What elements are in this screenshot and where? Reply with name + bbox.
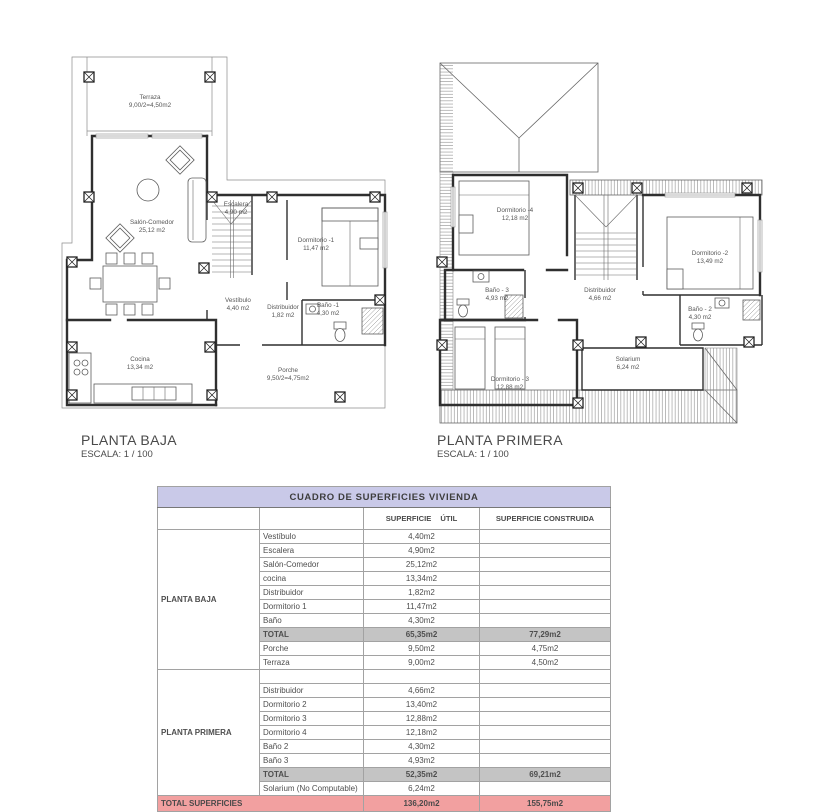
table-title: CUADRO DE SUPERFICIES VIVIENDA: [158, 487, 611, 508]
staircase: [575, 195, 637, 280]
svg-text:Escalera: Escalera: [223, 201, 249, 208]
room-label-bano2: [688, 306, 712, 321]
table-row: Salón-Comedor 25,12m2: [158, 558, 611, 572]
svg-text:4,93 m2: 4,93 m2: [485, 295, 509, 302]
table-row: PLANTA BAJA Vestíbulo 4,40m2: [158, 530, 611, 544]
plan-scale: ESCALA: 1 / 100: [437, 449, 509, 460]
svg-text:4,30 m2: 4,30 m2: [688, 314, 712, 321]
room-label-salon: [130, 219, 174, 234]
svg-text:Solarium: Solarium: [615, 356, 641, 363]
col-header-construida: SUPERFICIE CONSTRUIDA: [480, 508, 611, 530]
group-label-primera: PLANTA PRIMERA: [158, 670, 260, 796]
planta-primera-title-block: [437, 432, 563, 460]
grand-total-row: TOTAL SUPERFICIES 136,20m2 155,75m2: [158, 796, 611, 812]
table-total-row: TOTAL 65,35m2 77,29m2: [158, 628, 611, 642]
surface-table: [157, 486, 611, 812]
planta-primera-drawing: [415, 55, 785, 430]
svg-text:9,50/2=4,75m2: 9,50/2=4,75m2: [266, 375, 310, 382]
table-row: Terraza 9,00m2 4,50m2: [158, 656, 611, 670]
planta-baja-title-block: [81, 432, 177, 460]
table-row: Porche 9,50m2 4,75m2: [158, 642, 611, 656]
room-label-solarium: [616, 356, 641, 371]
table-total-row: TOTAL 52,35m2 69,21m2: [158, 768, 611, 782]
table-row: Dormitorio 1 11,47m2: [158, 600, 611, 614]
svg-text:Baño -1: Baño -1: [316, 302, 340, 309]
bedroom1-furniture: [322, 208, 378, 286]
svg-text:4,30 m2: 4,30 m2: [316, 310, 340, 317]
svg-text:Dormitorio - 3: Dormitorio - 3: [490, 376, 530, 383]
table-row: Dormitorio 2 13,40m2: [158, 698, 611, 712]
svg-text:13,49 m2: 13,49 m2: [696, 258, 724, 265]
group-label-baja: PLANTA BAJA: [158, 530, 260, 670]
plan-scale: ESCALA: 1 / 100: [81, 449, 153, 460]
grand-total-label: TOTAL SUPERFICIES: [158, 796, 364, 812]
svg-text:Porche: Porche: [278, 367, 298, 374]
table-row: Baño 3 4,93m2: [158, 754, 611, 768]
table-row: Dormitorio 4 12,18m2: [158, 726, 611, 740]
room-label-vestibulo: [225, 297, 251, 312]
svg-text:1,82 m2: 1,82 m2: [271, 312, 295, 319]
svg-text:13,34 m2: 13,34 m2: [126, 364, 154, 371]
table-row: [158, 670, 611, 684]
table-row: Distribuidor 1,82m2: [158, 586, 611, 600]
svg-text:Dormitorio -1: Dormitorio -1: [297, 237, 335, 244]
plan-title: PLANTA BAJA: [81, 432, 177, 448]
svg-text:12,88 m2: 12,88 m2: [496, 384, 524, 391]
room-label-escalera: [224, 201, 249, 216]
svg-text:4,66 m2: 4,66 m2: [588, 295, 612, 302]
svg-text:6,24 m2: 6,24 m2: [616, 364, 640, 371]
table-row: Escalera 4,90m2: [158, 544, 611, 558]
svg-text:12,18 m2: 12,18 m2: [501, 215, 529, 222]
svg-text:Baño - 2: Baño - 2: [688, 306, 712, 313]
table-row: Dormitorio 3 12,88m2: [158, 712, 611, 726]
svg-text:Cocina: Cocina: [130, 356, 150, 363]
table-row: Solarium (No Computable) 6,24m2: [158, 782, 611, 796]
table-row: Baño 4,30m2: [158, 614, 611, 628]
table-row: cocina 13,34m2: [158, 572, 611, 586]
svg-text:11,47 m2: 11,47 m2: [303, 245, 329, 252]
svg-text:Vestíbulo: Vestíbulo: [225, 297, 251, 304]
roof-top: [440, 63, 598, 172]
table-header-row: [158, 508, 611, 530]
svg-text:Terraza: Terraza: [139, 94, 161, 101]
table-title-row: [158, 487, 611, 508]
room-label-cocina: [127, 356, 154, 371]
room-label-bano1: [317, 302, 340, 317]
col-header-util: SUPERFICIE ÚTIL: [364, 508, 480, 530]
room-label-porche: [267, 367, 310, 382]
svg-text:4,40 m2: 4,40 m2: [226, 305, 250, 312]
room-label-bano3: [485, 287, 509, 302]
svg-text:Dormitorio -4: Dormitorio -4: [496, 207, 534, 214]
room-label-distribuidor: [267, 304, 299, 319]
svg-text:Baño - 3: Baño - 3: [485, 287, 509, 294]
planta-baja-drawing: [40, 10, 410, 430]
svg-text:9,00/2=4,50m2: 9,00/2=4,50m2: [128, 102, 172, 109]
table-row: Distribuidor 4,66m2: [158, 684, 611, 698]
svg-text:25,12 m2: 25,12 m2: [138, 227, 166, 234]
svg-text:Dormitorio -2: Dormitorio -2: [691, 250, 729, 257]
room-label-terraza: [129, 94, 172, 109]
table-row: Baño 2 4,30m2: [158, 740, 611, 754]
svg-text:Distribuidor: Distribuidor: [267, 304, 299, 311]
svg-text:4,90 m2: 4,90 m2: [224, 209, 248, 216]
room-label-distribuidor: [584, 287, 616, 302]
plan-title: PLANTA PRIMERA: [437, 432, 563, 448]
svg-text:Distribuidor: Distribuidor: [584, 287, 616, 294]
svg-text:Salón-Comedor: Salón-Comedor: [129, 219, 175, 226]
